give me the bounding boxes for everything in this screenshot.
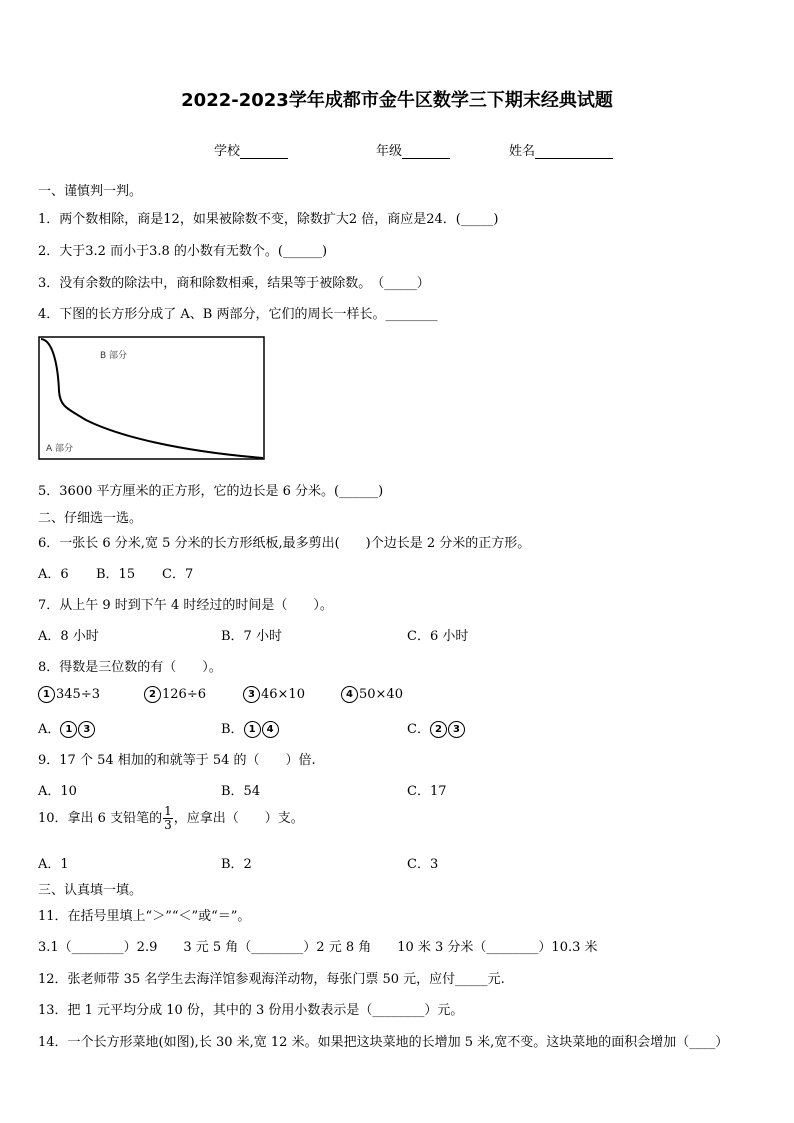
q7-option-c[interactable]: C．6 小时 bbox=[407, 629, 469, 644]
rectangle-figure bbox=[38, 336, 266, 462]
question-6: 6．一张长 6 分米,宽 5 分米的长方形纸板,最多剪出( )个边长是 2 分米的正方形。 bbox=[38, 536, 531, 551]
question-14: 14．一个长方形菜地(如图),长 30 米,宽 12 米。如果把这块菜地的长增加 5 米,宽不变。这块菜地的面积会增加（____） bbox=[38, 1035, 729, 1050]
question-1: 1．两个数相除，商是12，如果被除数不变，除数扩大2 倍，商应是24．(_____) bbox=[38, 212, 499, 227]
q10-option-c[interactable]: C．3 bbox=[407, 857, 439, 872]
q9-option-b[interactable]: B．54 bbox=[221, 784, 261, 799]
question-3: 3．没有余数的除法中，商和除数相乘，结果等于被除数。 （_____） bbox=[38, 276, 430, 291]
fraction: $\frac{1}{3}$ bbox=[164, 804, 172, 832]
grade-field bbox=[376, 140, 450, 159]
circled-number: 3 bbox=[243, 686, 260, 703]
name-label: 姓名 bbox=[509, 144, 536, 159]
question-13: 13．把 1 元平均分成 10 份，其中的 3 份用小数表示是（________）元。 bbox=[38, 1003, 464, 1018]
label-b: B 部分 bbox=[100, 351, 128, 361]
circled-number: 3 bbox=[78, 721, 95, 738]
circled-number: 3 bbox=[448, 721, 465, 738]
q7-option-b[interactable]: B．7 小时 bbox=[221, 629, 282, 644]
q9-option-a[interactable]: A．10 bbox=[38, 784, 77, 799]
q9-option-c[interactable]: C．17 bbox=[407, 784, 447, 799]
circled-number: 2 bbox=[430, 721, 447, 738]
school-label: 学校 bbox=[214, 144, 241, 159]
question-11: 11．在括号里填上“＞”“＜”或“＝”。 bbox=[38, 909, 251, 924]
section2-heading: 二、仔细选一选。 bbox=[38, 511, 143, 526]
section3-heading: 三、认真填一填。 bbox=[38, 883, 143, 898]
circled-number: 2 bbox=[144, 686, 161, 703]
question-5: 5．3600 平方厘米的正方形，它的边长是 6 分米。(______) bbox=[38, 484, 384, 499]
q8-option-a[interactable]: A． 1 3 bbox=[38, 718, 96, 738]
section1-heading: 一、谨慎判一判。 bbox=[38, 184, 143, 199]
question-12: 12．张老师带 35 名学生去海洋馆参观海洋动物，每张门票 50 元，应付_____元. bbox=[38, 972, 505, 987]
question-11-items: 3.1（________）2.9 3 元 5 角（________）2 元 8 角 10 米 3 分米（________）10.3 米 bbox=[38, 940, 598, 955]
school-field bbox=[214, 140, 288, 159]
name-field bbox=[509, 140, 613, 159]
circled-number: 1 bbox=[244, 721, 261, 738]
circled-number: 1 bbox=[60, 721, 77, 738]
question-9: 9．17 个 54 相加的和就等于 54 的（ ）倍. bbox=[38, 753, 316, 768]
q7-option-a[interactable]: A．8 小时 bbox=[38, 629, 99, 644]
grade-blank[interactable] bbox=[402, 144, 450, 159]
label-a: A 部分 bbox=[46, 444, 74, 454]
q8-item-4: 4 50×40 bbox=[341, 686, 403, 703]
q8-item-1: 1 345÷3 bbox=[38, 686, 100, 703]
q6-option-a[interactable]: A．6 bbox=[38, 567, 69, 582]
q8-item-3: 3 46×10 bbox=[243, 686, 305, 703]
q8-option-c[interactable]: C． 2 3 bbox=[407, 718, 466, 738]
q10-option-a[interactable]: A．1 bbox=[38, 857, 69, 872]
circled-number: 1 bbox=[38, 686, 55, 703]
circled-number: 4 bbox=[341, 686, 358, 703]
question-10: 10．拿出 6 支铅笔的 $\frac{1}{3}$ ，应拿出（ ）支。 bbox=[38, 804, 304, 832]
q6-option-b[interactable]: B．15 bbox=[96, 567, 136, 582]
question-7: 7．从上午 9 时到下午 4 时经过的时间是（ ）。 bbox=[38, 598, 333, 613]
school-blank[interactable] bbox=[240, 144, 288, 159]
q10-option-b[interactable]: B．2 bbox=[221, 857, 252, 872]
circled-number: 4 bbox=[262, 721, 279, 738]
q8-option-b[interactable]: B． 1 4 bbox=[221, 718, 280, 738]
q6-option-c[interactable]: C．7 bbox=[162, 567, 194, 582]
question-2: 2．大于3.2 而小于3.8 的小数有无数个。(______) bbox=[38, 244, 328, 259]
page-title: 2022-2023学年成都市金牛区数学三下期末经典试题 bbox=[181, 90, 613, 111]
name-blank[interactable] bbox=[535, 144, 613, 159]
grade-label: 年级 bbox=[376, 144, 403, 159]
question-8: 8．得数是三位数的有（ ）。 bbox=[38, 660, 222, 675]
q8-item-2: 2 126÷6 bbox=[144, 686, 206, 703]
question-4: 4．下图的长方形分成了 A、B 两部分，它们的周长一样长。________ bbox=[38, 307, 438, 322]
dividing-curve bbox=[41, 339, 263, 458]
